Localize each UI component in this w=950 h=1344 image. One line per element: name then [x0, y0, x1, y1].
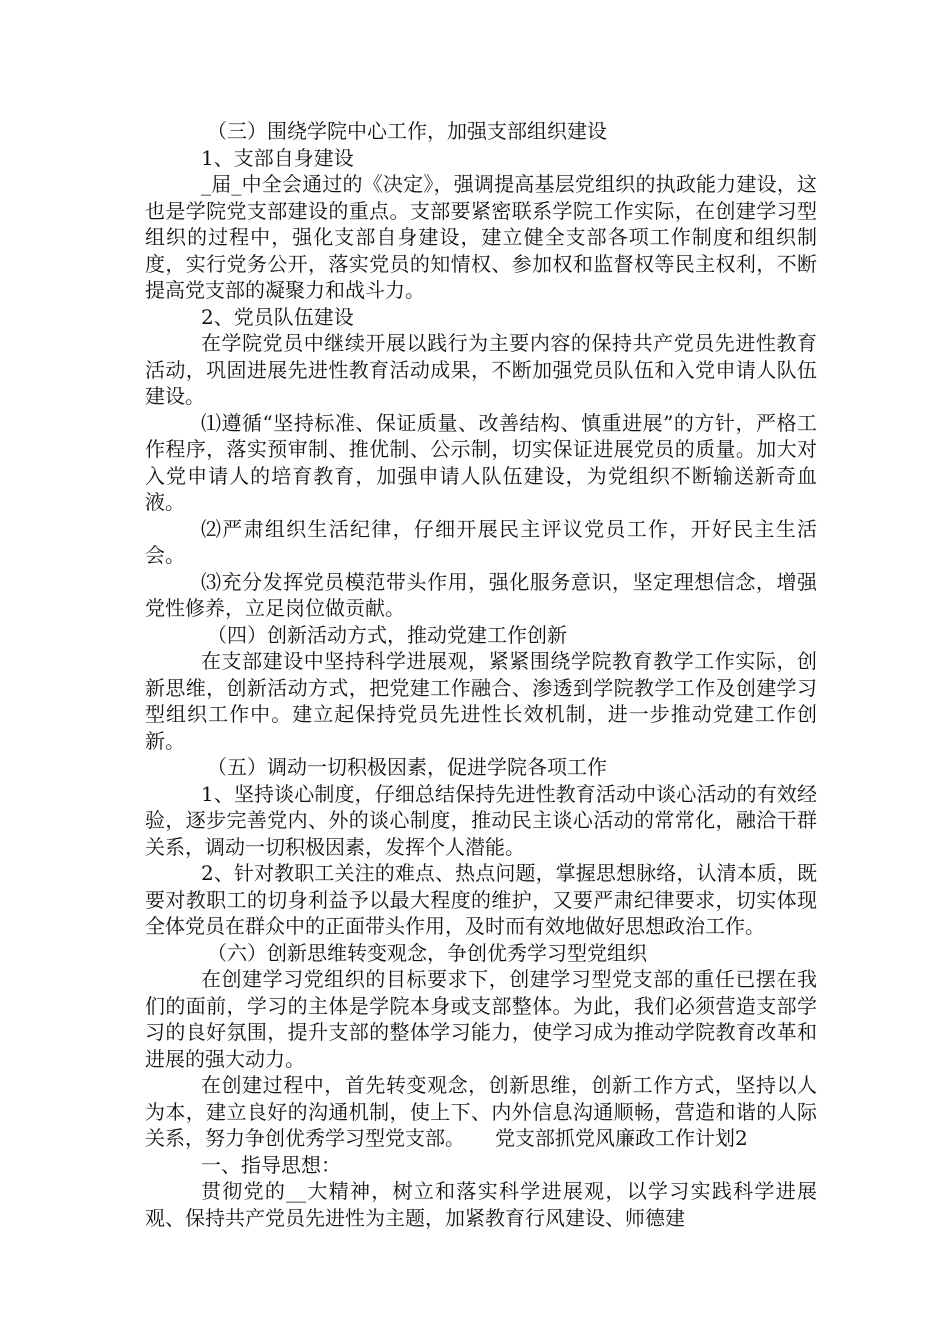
subheading-branch-self-building: 1、支部自身建设	[201, 145, 354, 170]
section-heading-3: （三）围绕学院中心工作，加强支部组织建设	[207, 119, 607, 143]
paragraph: 1、坚持谈心制度，仔细总结保持先进性教育活动中谈心活动的有效经验，逐步完善党内、外的谈心制度，推动民主谈心活动的常常化，融洽干群关系，调动一切积极因素，发挥个人潜能。	[145, 781, 817, 859]
section-heading-4: （四）创新活动方式，推动党建工作创新	[207, 622, 567, 647]
paragraph: 在学院党员中继续开展以践行为主要内容的保持共产党员先进性教育活动，巩固进展先进性教育活动成果，不断加强党员队伍和入党申请人队伍建设。	[145, 331, 817, 408]
section-heading-5: （五）调动一切积极因素，促进学院各项工作	[207, 755, 607, 779]
paragraph: 贯彻党的__大精神，树立和落实科学进展观，以学习实践科学进展观、保持共产党员先进性为主题，加紧教育行风建设、师德建	[145, 1179, 817, 1230]
subheading-member-team-building: 2、党员队伍建设	[201, 304, 354, 329]
paragraph: _届_中全会通过的《决定》，强调提高基层党组织的执政能力建设，这也是学院党支部建设的重点。支部要紧密联系学院工作实际，在创建学习型组织的过程中，强化支部自身建设，建立健全支部各项工作制度和组织制度，实行党务公开，落实党员的知情权、参加权和监督权等民主权利，不断提高党支部的凝聚力和战斗力。	[145, 172, 817, 302]
list-item: ⑶充分发挥党员模范带头作用，强化服务意识，坚定理想信念，增强党性修养，立足岗位做贡献。	[145, 569, 817, 620]
section-heading-6: （六）创新思维转变观念，争创优秀学习型党组织	[207, 940, 647, 965]
document-page	[145, 118, 817, 1231]
list-item: ⑵严肃组织生活纪律，仔细开展民主评议党员工作，开好民主生活会。	[145, 516, 817, 567]
subheading-guiding-ideology: 一、指导思想：	[201, 1152, 341, 1177]
list-item: ⑴遵循“坚持标准、保证质量、改善结构、慎重进展”的方针，严格工作程序，落实预审制、推优制、公示制，切实保证进展党员的质量。加大对入党申请人的培育教育，加强申请人队伍建设，为党组织不断输送新奇血液。	[145, 410, 817, 514]
paragraph: 2、针对教职工关注的难点、热点问题，掌握思想脉络，认清本质，既要对教职工的切身利益予以最大程度的维护，又要严肃纪律要求，切实体现全体党员在群众中的正面带头作用，及时而有效地做好思想政治工作。	[145, 861, 817, 938]
paragraph: 在创建过程中，首先转变观念，创新思维，创新工作方式，坚持以人为本，建立良好的沟通机制，使上下、内外信息沟通顺畅，营造和谐的人际关系，努力争创优秀学习型党支部。 党支部抓党风廉政工作计划2	[145, 1073, 817, 1150]
paragraph: 在创建学习党组织的目标要求下，创建学习型党支部的重任已摆在我们的面前，学习的主体是学院本身或支部整体。为此，我们必须营造支部学习的良好氛围，提升支部的整体学习能力，使学习成为推动学院教育改革和进展的强大动力。	[145, 967, 817, 1071]
paragraph: 在支部建设中坚持科学进展观，紧紧围绕学院教育教学工作实际，创新思维，创新活动方式，把党建工作融合、渗透到学院教学工作及创建学习型组织工作中。建立起保持党员先进性长效机制，进一步推动党建工作创新。	[145, 649, 817, 753]
